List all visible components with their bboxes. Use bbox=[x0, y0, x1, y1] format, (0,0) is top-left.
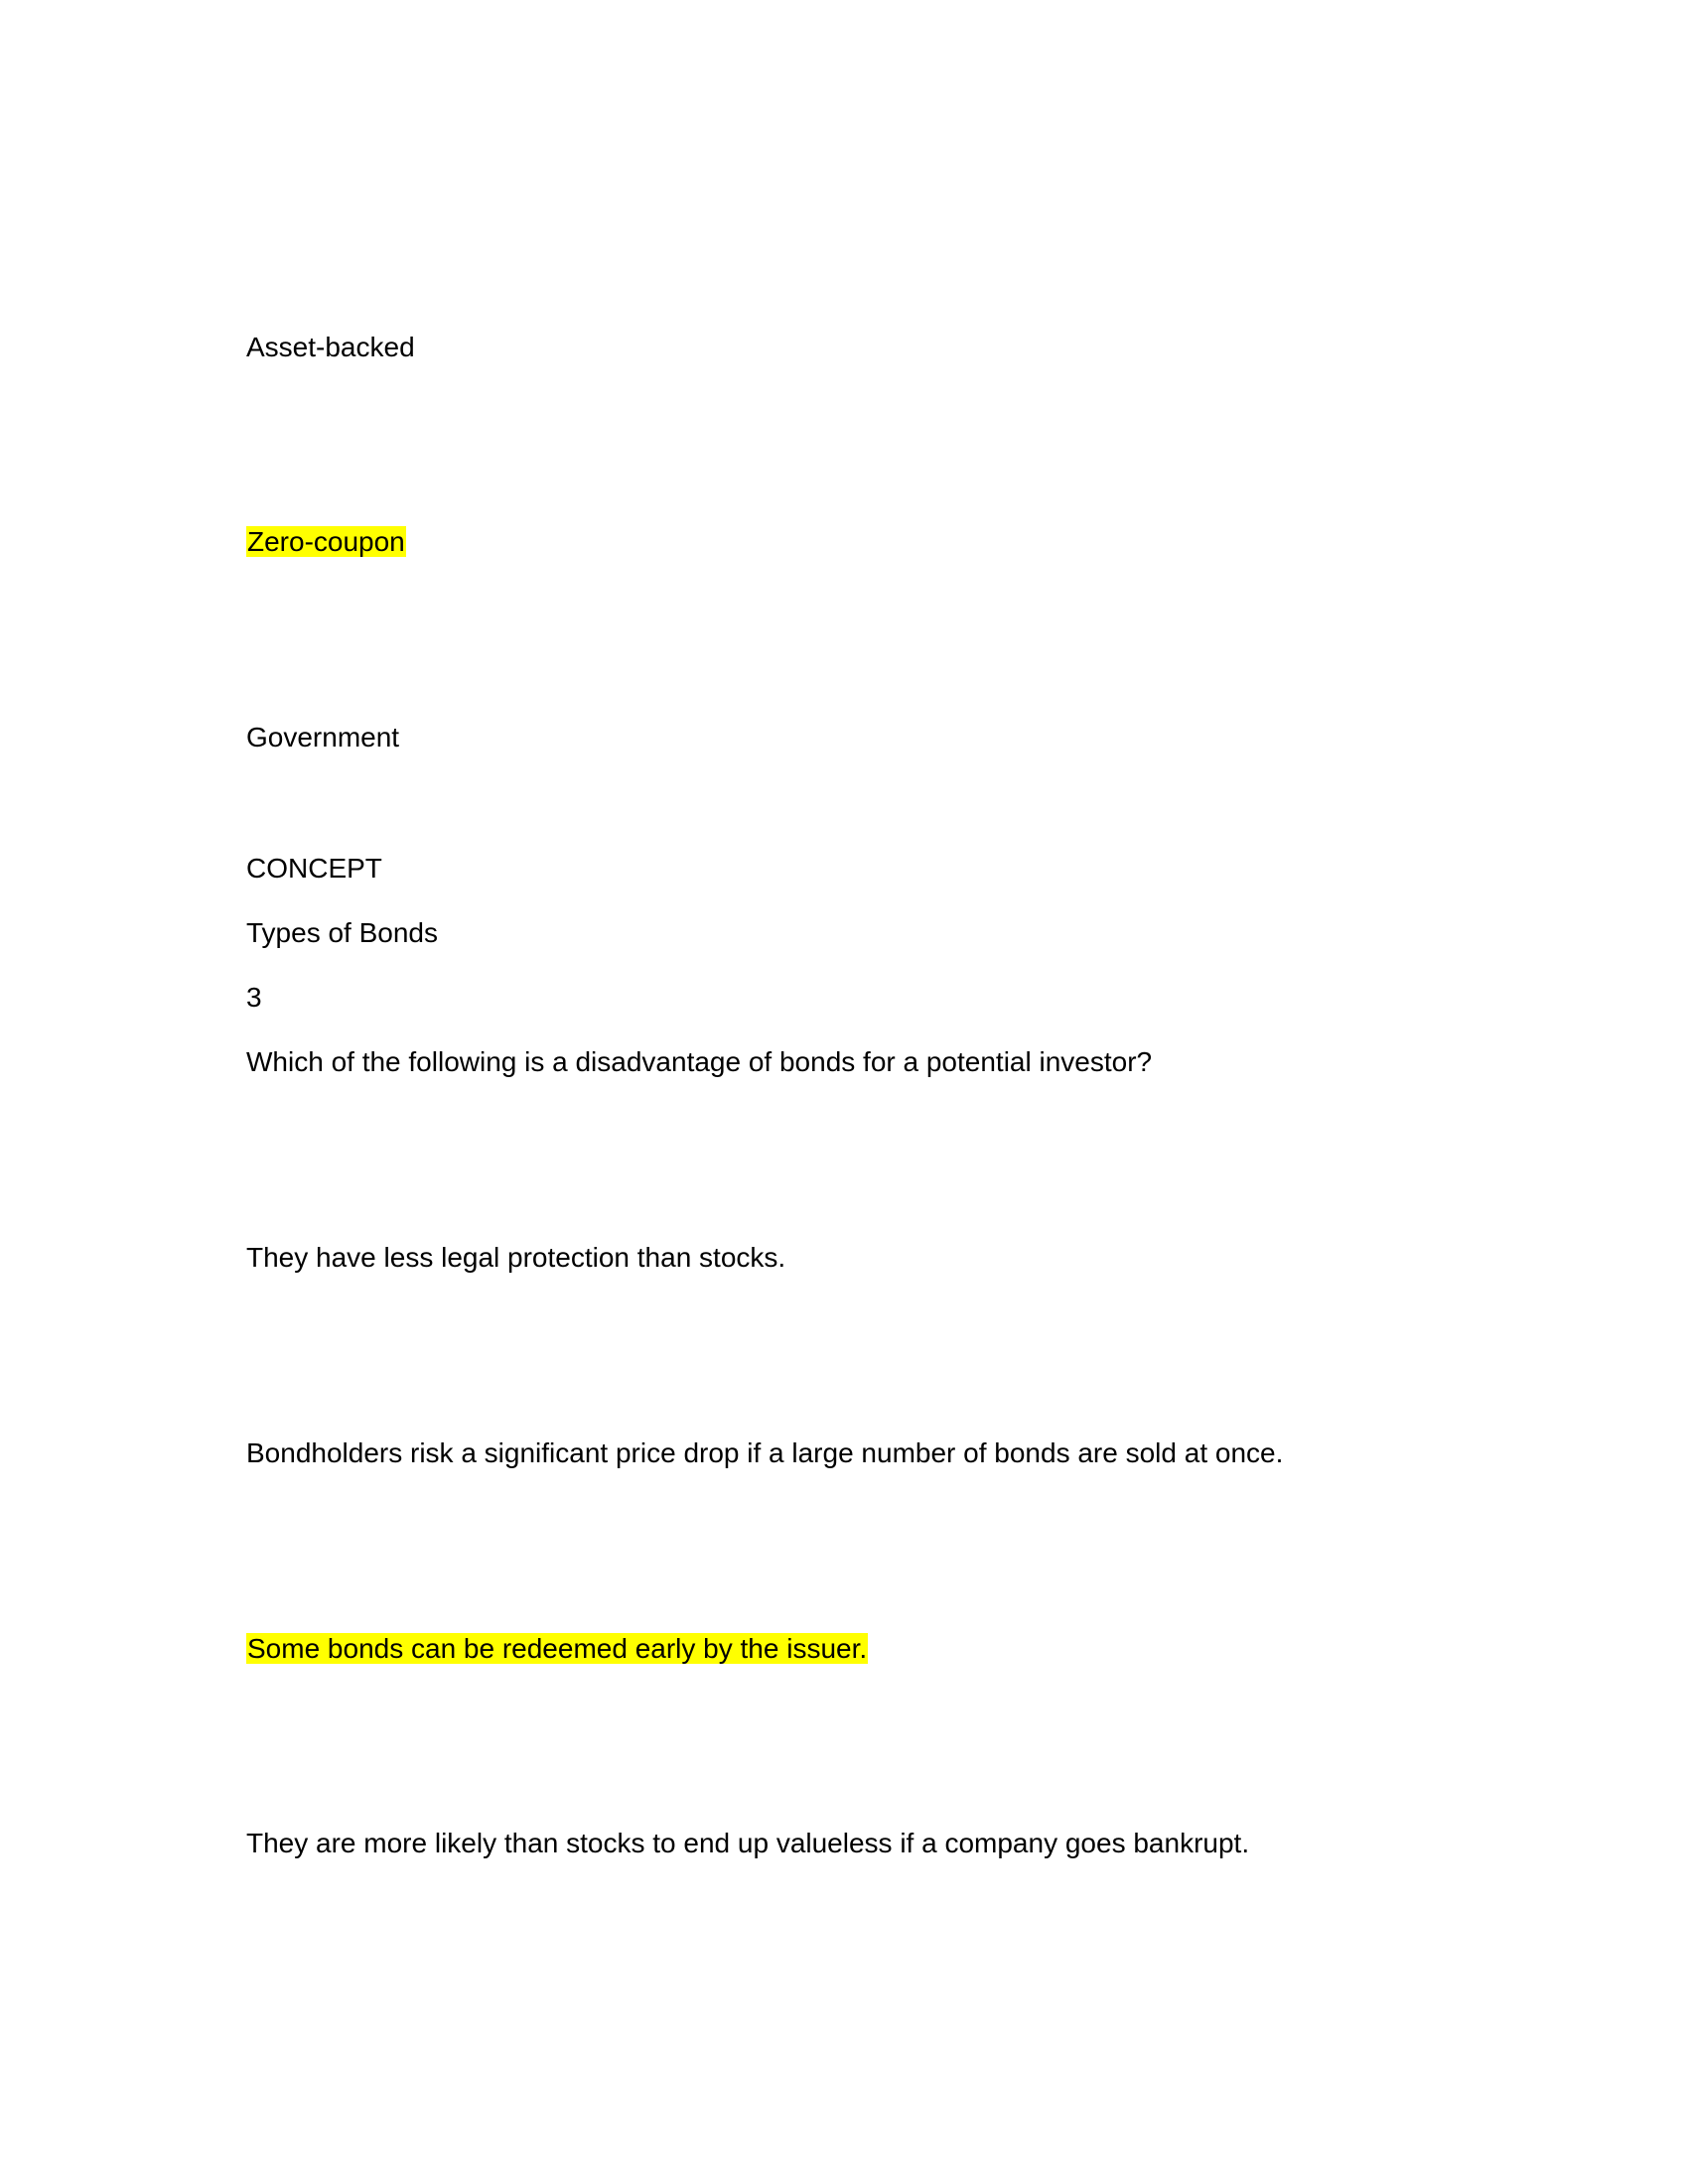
answer-option-text: They are more likely than stocks to end up valueless if a company goes bankrupt. bbox=[246, 1828, 1250, 1858]
answer-option-asset-backed bbox=[246, 331, 415, 364]
answer-option-d bbox=[246, 1827, 1249, 1860]
question-number-text: 3 bbox=[246, 982, 262, 1013]
highlighted-answer-text: Some bonds can be redeemed early by the issuer. bbox=[247, 1633, 868, 1664]
answer-option-text: They have less legal protection than stocks. bbox=[246, 1242, 786, 1273]
answer-option-a bbox=[246, 1241, 785, 1275]
answer-option-b bbox=[246, 1436, 1283, 1470]
answer-option-government bbox=[246, 721, 399, 754]
concept-name-text: Types of Bonds bbox=[246, 917, 439, 948]
concept-name bbox=[246, 916, 438, 950]
question-number bbox=[246, 981, 262, 1015]
answer-option-zero-coupon bbox=[246, 525, 406, 559]
concept-label-text: CONCEPT bbox=[246, 853, 382, 884]
answer-option-text: Asset-backed bbox=[246, 332, 415, 362]
question-prompt: Which of the following is a disadvantage of bonds for a potential investor? bbox=[246, 1046, 1153, 1077]
concept-label bbox=[246, 852, 382, 886]
highlighted-answer-text: Zero-coupon bbox=[247, 526, 405, 557]
answer-option-text: Government bbox=[246, 722, 400, 752]
answer-option-text: Bondholders risk a significant price drop if a large number of bonds are sold at once. bbox=[246, 1437, 1284, 1468]
answer-option-c bbox=[246, 1632, 868, 1666]
question-text bbox=[246, 1045, 1152, 1079]
